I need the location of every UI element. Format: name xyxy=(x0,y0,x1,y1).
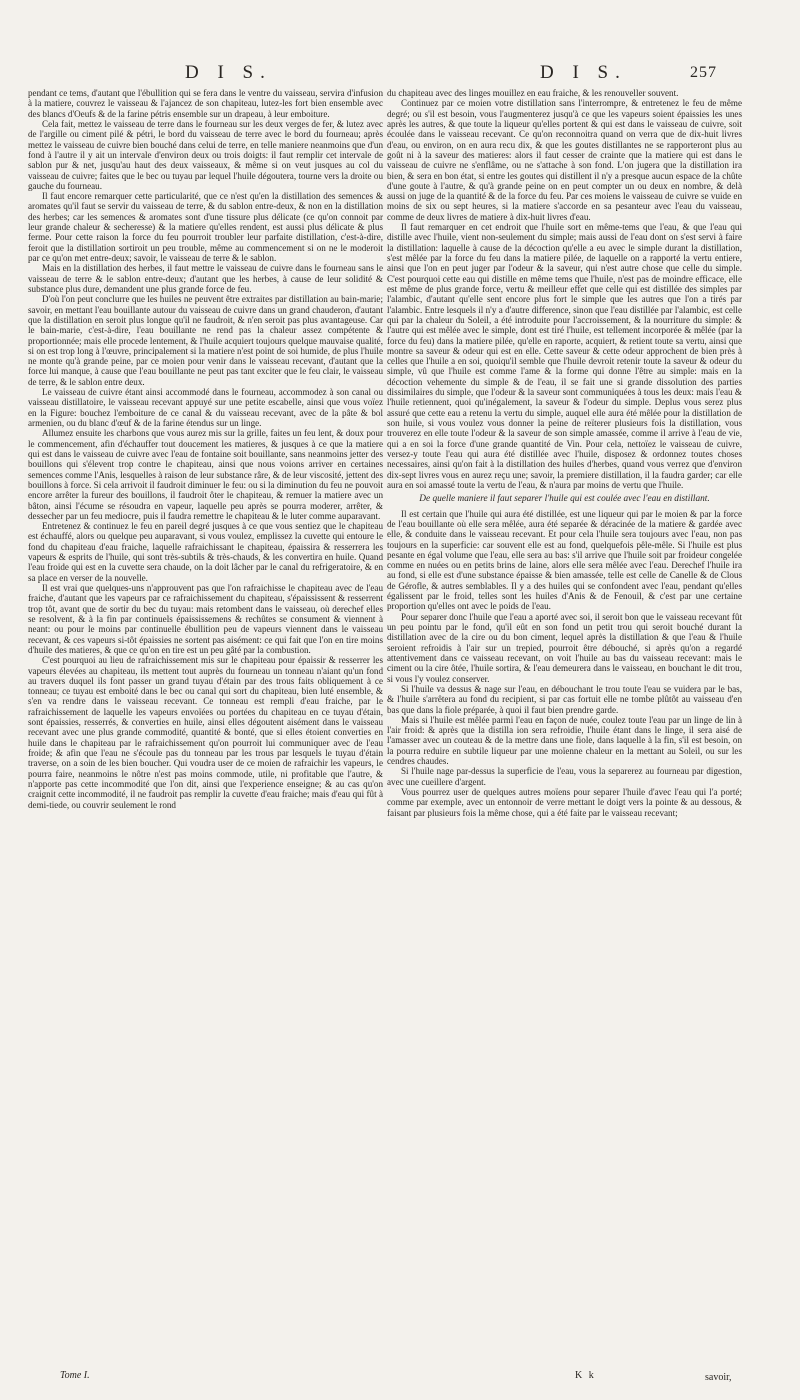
page-number: 257 xyxy=(690,64,717,81)
paragraph: Il faut remarquer en cet endroit que l'huile sort en même-tems que l'eau, & que l'eau qui distille avec l'huile, vient non-seulement du simple; mais aussi de l'eau dont on s'est servi à faire la distillation: laquelle à cause de la décoction qu'elle a eu avec le simple durant la distillation, s'est mêlée par la force du feu dans la matiere pilée, de laquelle on a rapporté la vertu entiere, ainsi que l'on en peut juger par l'odeur & la saveur, qui n'est autre chose que celle du simple. C'est pourquoi cette eau qui distille en même tems que l'huile, n'est pas de moindre efficace, elle est même de plus grande force, vertu & meilleur effet que celle qui est distillée des simples par l'alambic, d'autant qu'elle sent encore plus fort le simple que les autres que l'on a tirés par l'alambic. Entre lesquels il n'y a d'autre difference, sinon que l'eau distillée par l'alambic, est celle qui par la chaleur du Soleil, a été introduite pour l'accroissement, & la nourriture du simple: & l'autre qui est mêlée avec le simple, dont est tiré l'huile, est tellement incorporée & mêlée (par la force du feu) dans la matiere pilée, qu'elle en raporte, acquiert, & retient toute sa vertu, ainsi que montre sa saveur & odeur qui est en elle. Cette saveur & cette odeur approchent de bien près à celles que l'huile a en soi, quoiqu'il semble que l'huile devroit retenir toute la saveur & odeur du simple, vû que l'huile est comme l'ame & la forme qui donne l'être au simple: mais en la décoction vehemente du simple & de l'eau, il se fait une si grande dissolution des parties dissimilaires du simple, que l'odeur & la saveur sont communiquées à tous les deux: mais l'eau & l'huile retiennent, quoi qu'inégalement, la saveur & l'odeur du simple. Deplus vous serez plus assuré que cette eau a retenu la vertu du simple, auquel elle aura été mêlée pour la distillation de son huile, si vous voulez vous donner la peine de reïterer plusieurs fois la distillation, vous trouverez en elle toute l'odeur & la saveur de son simple amassée, comme il arrive à l'eau de vie, qui a en soi la force d'une grande quantité de Vin. Pour cela, nettoïez le vaisseau de cuivre, versez-y toute l'eau qui aura été distillée avec l'huile, disposez & ordonnez toutes choses necessaires, ainsi qu'on fait à la distillation des huiles d'herbes, quand vous verrez que d'environ dix-sept livres vous en aurez reçu une; savoir, la premiere distillation, il la faudra garder; car elle aura en soi amassé toute la vertu de l'eau, & n'aura par moins de vertu que l'huile. xyxy=(387,222,742,490)
signature-mark: K k xyxy=(575,1370,596,1381)
paragraph: Il est certain que l'huile qui aura été distillée, est une liqueur qui par le moien & par la force de l'eau bouillante où elle sera mêlée, aura été separée & déracinée de la matiere & gardée avec elle, & conduite dans le vaisseau recevant. Et pour cela l'huile sera toujours avec l'eau, non pas toujours en la superficie: car souvent elle est au fond, quelquefois pêle-mêle. Si l'huile est plus pesante en égal volume que l'eau, elle sera au bas: s'il arrive que l'huile soit par froideur congelée comme en nuées ou en petits brins de laine, alors elle sera mêlée avec l'eau. Derechef l'huile ira au fond, si elle est d'une substance épaisse & bien amassée, telle est celle de Canelle & de Clous de Gérofle, & autres semblables. Il y a des huiles qui se confondent avec l'eau, pendant qu'elles égalissent par le froid, telles sont les huiles d'Anis & de Fenouil, & c'est par une certaine proportion qu'elles ont avec le poids de l'eau. xyxy=(387,508,742,612)
running-head-right: D I S. xyxy=(540,62,627,83)
paragraph: Cela fait, mettez le vaisseau de terre dans le fourneau sur les deux verges de fer, & lutez avec de l'argille ou ciment pilé & pétri, le bord du vaisseau de terre avec le bord du fourneau; après mettez le vaisseau de cuivre bien bouché dans celui de terre, en telle maniere neanmoins que d'un fond à l'autre il y ait un intervale d'environ deux ou trois doigts: il faut remplir cet intervale de sablon pur & net, jusqu'au haut des deux vaisseaux, & même si on veut jusques au col du vaisseau de cuivre; faites que le bec ou tuyau par lequel l'huile dégoutera, tourne vers la droite ou gauche du fourneau. xyxy=(28,118,383,191)
right-column xyxy=(387,88,742,818)
catchword: savoir, xyxy=(705,1372,732,1383)
paragraph: D'où l'on peut conclurre que les huiles ne peuvent être extraites par distillation au bain-marie; savoir, en mettant l'eau bouillante autour du vaisseau de cuivre dans un grand chauderon, d'autant que la distillation en seroit plus longue qu'il ne faudroit, & n'en seroit pas plus avantageuse. Car le bain-marie, c'est-à-dire, l'eau bouillante ne rend pas la chaleur assez compétente & proportionnée; mais elle procede lentement, & l'huile acquiert toujours quelque mauvaise qualité, si on est trop long à l'œuvre, principalement si la matiere n'est point de soi humide, de plus l'huile ne monte qu'à grande peine, par ce moien pour venir dans le vaisseau recevant, d'autant que la force lui manque, à cause que l'eau bouillante ne peut pas tant exciter que le feu clair, le vaisseau de terre, & le sablon entre deux. xyxy=(28,294,383,387)
paragraph: C'est pourquoi au lieu de rafraichissement mis sur le chapiteau pour épaissir & resserrer les vapeurs élevées au chapiteau, ils mettent tout auprès du fourneau un tonneau n'aiant qu'un fond au travers duquel ils font passer un grand tuyau d'étain par des trous faits obliquement à ce tonneau; ce tuyau est emboité dans le bec ou canal qui sort du chapiteau, bien luté ensemble, & s'en va rendre dans le vaisseau recevant. Ce tonneau est rempli d'eau fraiche, par le rafraichissement de laquelle les vapeurs envoïées ou portées du chapiteau en ce tuyau d'étain, sont épaissies, resserrés, & converties en huile, ainsi elles dégoutent aisément dans le vaisseau recevant avec une plus grande commodité, quantité & bonté, que si elles étoient converties en huile dans le chapiteau par le rafraichissement qu'on pourroit lui communiquer avec de l'eau froide; & afin que l'eau ne s'écoule pas du tonneau par les trous par lesquels le tuyau d'étain traverse, on a soin de les bien boucher. Qui voudra user de ce moien de rafraichir les vapeurs, le pourra faire, neanmoins le nôtre n'est pas moins commode, utile, ni profitable que l'autre, & n'apporte pas cette incommodité que l'on dit, ainsi que l'experience enseigne; & au cas qu'on craignit cette incommodité, il ne faudroit pas remplir la cuvette d'eau fraiche; mais d'eau qui fût à demi-tiede, ou couvrir seulement le rond xyxy=(28,655,383,810)
paragraph: Mais en la distillation des herbes, il faut mettre le vaisseau de cuivre dans le fourneau sans le vaisseau de terre & le sablon entre-deux; d'autant que les herbes, à cause de leur solidité & substance plus dure, demandent une plus grande force de feu. xyxy=(28,263,383,294)
running-head-left: D I S. xyxy=(185,62,272,83)
page-header xyxy=(0,62,800,86)
paragraph: Si l'huile nage par-dessus la superficie de l'eau, vous la separerez au fourneau par digestion, avec une cueillere d'argent. xyxy=(387,766,742,787)
left-column xyxy=(28,88,383,810)
paragraph: du chapiteau avec des linges mouillez en eau fraiche, & les renouveller souvent. xyxy=(387,88,679,98)
paragraph: Il faut encore remarquer cette particularité, que ce n'est qu'en la distillation des semences & aromates qu'il faut se servir du vaisseau de terre, & du sablon entre-deux, & non en la distillation des herbes; car les semences & aromates sont d'une tissure plus délicate (ce qu'on connoit par leur grande chaleur & secheresse) & la matiere qu'elles rendent, est aussi plus délicate & plus ferme. Pour cette raison la force du feu pourroit troubler leur parfaite distillation, c'est-à-dire, feroit que la distillation sortiroit un peu trouble, même au commencement si on ne le moderoit par ce qu'on met entre-deux; savoir, le vaisseau de terre & le sablon. xyxy=(28,191,383,263)
paragraph: Si l'huile va dessus & nage sur l'eau, en débouchant le trou toute l'eau se vuidera par le bas, & l'huile s'arrêtera au fond du recipient, si par cas fortuit elle ne tombe plûtôt au vaisseau d'en bas que dans la fiole préparée, à quoi il faut bien prendre garde. xyxy=(387,683,742,715)
paragraph: pendant ce tems, d'autant que l'ébullition qui se fera dans le ventre du vaisseau, servira d'infusion à la matiere, couvrez le vaisseau & l'ajancez de son chapiteau, lutez-les fort bien ensemble avec des blancs d'Oeufs & de la farine pétris ensemble sur un drapeau, à leur emboiture. xyxy=(28,88,383,119)
paragraph: Mais si l'huile est mêlée parmi l'eau en façon de nuée, coulez toute l'eau par un linge de lin à l'air froid: & après que la distilla ion sera refroidie, l'huile étant dans le linge, il sera aisé de l'amasser avec un couteau & de la mettre dans une fiole, dans laquelle à la fin, s'il est besoin, on la pourra reduire en subtile liqueur par une moïenne chaleur en la mettant au Soleil, ou sur les cendres chaudes. xyxy=(387,714,742,767)
section-title: De quelle maniere il faut separer l'huile qui est coulée avec l'eau en distillant. xyxy=(419,494,710,505)
paragraph: Continuez par ce moien votre distillation sans l'interrompre, & entretenez le feu de même degré; ou s'il est besoin, vous l'augmenterez jusqu'à ce que les vapeurs soient épaissies les unes après les autres, & que toute la liqueur qu'elles portent & qui est dans le vaisseau de cuivre, soit écoulée dans le vaisseau recevant. Ce qu'on reconnoitra quand on verra que de dix-huit livres d'eau, ou environ, on en aura recu dix, & que les goutes distillantes ne se rapporteront plus au goût ni à la saveur des matieres: alors il faut cesser de crainte que la matiere qui est dans le vaisseau de cuivre ne s'enflâme, ou ne s'attache à son fond. L'on jugera que la distillation ira bien, & sera en bon état, si entre les goutes qui distillent il n'y a presque aucun espace de la chûte d'une goute à l'autre, & qu'à grande peine on en peut compter un ou deux en nombre, & delà aussi on juge de la quantité & de la force du feu. Par ces moiens le vaisseau de cuivre se vuide en moins de six ou sept heures, si la matiere s'accorde en sa pesanteur avec l'eau du vaisseau, comme de deux livres de matiere à dix-huit livres d'eau. xyxy=(387,98,742,222)
paragraph: Le vaisseau de cuivre étant ainsi accommodé dans le fourneau, accommodez à son canal ou vaisseau distillatoire, le vaisseau recevant appuyé sur une petite escabelle, ainsi que vous voïez en la Figure: bouchez l'emboiture de ce canal & du vaisseau recevant, avec de la pâte & bol armenien, ou du blanc d'œuf & de la farine étendus sur un linge. xyxy=(28,387,383,428)
paragraph: Entretenez & continuez le feu en pareil degré jusques à ce que vous sentiez que le chapiteau est échauffé, alors ou quelque peu auparavant, si vous voulez, emplissez la cuvette qui entoure le fond du chapiteau d'eau fraiche, laquelle rafraichissant le chapiteau, épaissira & resserrera les vapeurs & esprits de l'huile, qui sont très-subtils & très-chauds, & les convertira en huile. Quand l'eau froide qui est en la cuvette sera chaude, on la doit lâcher par le canal du refrigeratoire, & en sa place en verser de la nouvelle. xyxy=(28,521,383,583)
paragraph: Il est vrai que quelques-uns n'approuvent pas que l'on rafraichisse le chapiteau avec de l'eau fraiche, d'autant que les vapeurs par ce rafraichissement du chapiteau, s'épaississent & resserrent trop tôt, avant que de sortir du bec du tuyau: mais retombent dans le vaisseau, où derechef elles se resolvent, & à la fin par continuels épaississemens & rechûtes se consument & viennent à neant: ou pour le moins par continuelle ébullition peu de vapeurs viennent dans le vaisseau recevant, & ces vapeurs si-tôt épaissies ne sortent pas aisément: ce qui fait que l'on en tire moins d'huile des matieres, & que ce qu'on en tire est un peu gâté par la combustion. xyxy=(28,583,383,655)
paragraph: Pour separer donc l'huile que l'eau a aporté avec soi, il seroit bon que le vaisseau recevant fût un peu pointu par le fond, qu'il eût en son fond un petit trou qui seroit bouché durant la distillation avec de la cire ou du bon ciment, lequel après la distillation & que l'eau & l'huile seroient refroidis à l'air sur un trepied, pourroit être débouché, si après qu'on a regardé attentivement dans ce vaisseau recevant, on voit l'huile au bas du vaisseau recevant: mais le ciment ou la cire ôtée, l'huile sortira, & l'eau demeurera dans le vaisseau, en bouchant le dit trou, si vous l'y voulez conserver. xyxy=(387,611,742,684)
volume-label: Tome I. xyxy=(60,1370,90,1381)
paragraph: Allumez ensuite les charbons que vous aurez mis sur la grille, faites un feu lent, & doux pour le commencement, afin d'échauffer tout doucement les matieres, & jusques à ce que la matiere qui est dans le vaisseau de cuivre avec l'eau de fontaine soit bouillante, sans neanmoins jetter des bouillons qui s'élevent trop contre le chapiteau, ainsi que nous voions arriver en certaines semences comme l'Anis, lesquelles à raison de leur substance râre, & de leur viscosité, jettent des bouillons à force. Si cela arrivoit il faudroit diminuer le feu: ou si la diminution du feu ne pouvoit encore arrêter la fureur des bouillons, il faudroit ôter le chapiteau, & remuer la matiere avec un bâton, ainsi l'écume se résoudra en vapeur, laquelle peu après se pourra moderer, arrêter, & dessecher par un feu mediocre, puis il faudra remettre le chapiteau & le luter comme auparavant. xyxy=(28,428,383,521)
paragraph: Vous pourrez user de quelques autres moïens pour separer l'huile d'avec l'eau qui l'a porté; comme par exemple, avec un entonnoir de verre mettant le doigt vers la pointe & au dessous, & faisant par plusieurs fois la même chose, qui a été faite par le vaisseau recevant; xyxy=(387,787,742,818)
